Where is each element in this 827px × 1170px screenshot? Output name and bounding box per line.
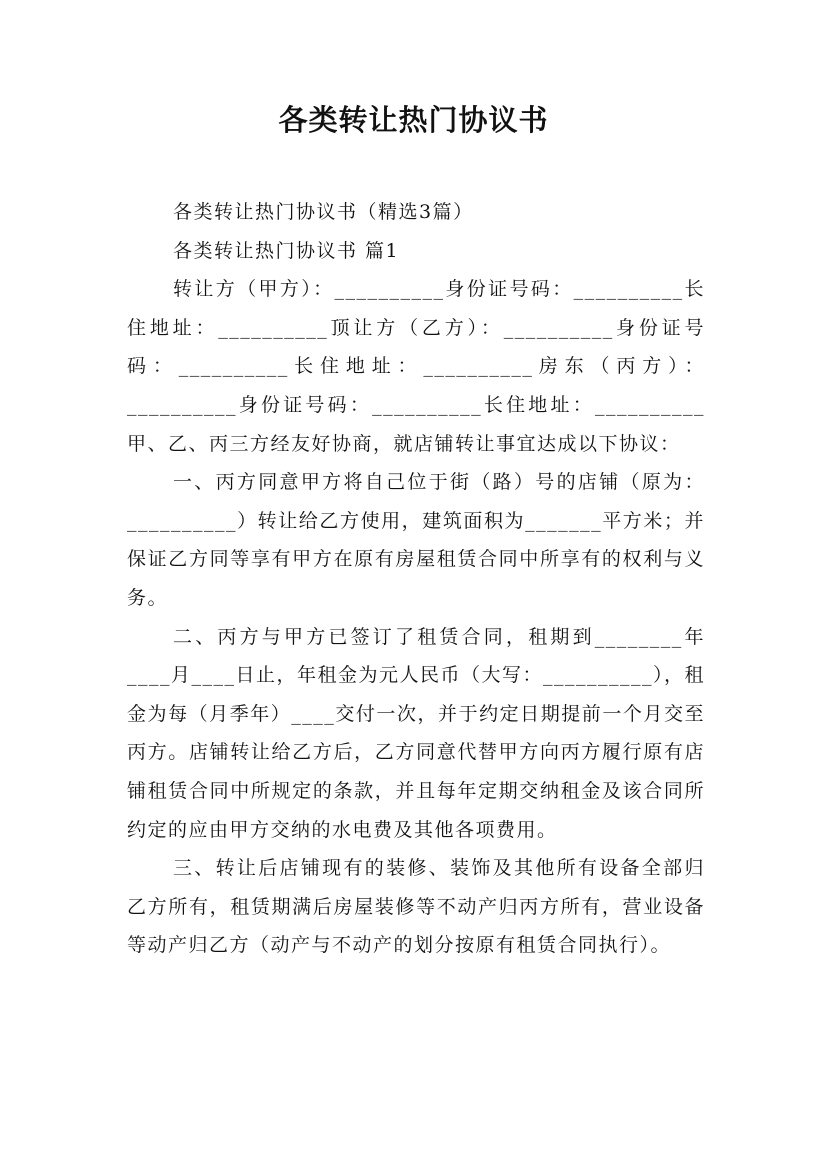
section-heading: 各类转让热门协议书 篇1 [173, 239, 400, 262]
clause-1: 一、丙方同意甲方将自己位于街（路）号的店铺（原为：__________）转让给乙方使用，建筑面积为_______平方米；并保证乙方同等享有甲方在原有房屋租赁合同中所享有的权利与义务。 [127, 471, 705, 609]
clause-2: 二、丙方与甲方已签订了租赁合同，租期到________年____月____日止，年租金为元人民币（大写：__________），租金为每（月季年）____交付一次，并于约定日期提前一个月交至丙方。店铺转让给乙方后，乙方同意代替甲方向丙方履行原有店铺租赁合同中所规定的条款，并且每年定期交纳租金及该合同所约定的应由甲方交纳的水电费及其他各项费用。 [127, 625, 706, 841]
clause-3: 三、转让后店铺现有的装修、装饰及其他所有设备全部归乙方所有，租赁期满后房屋装修等不动产归丙方所有，营业设备等动产归乙方（动产与不动产的划分按原有租赁合同执行）。 [127, 857, 705, 957]
document-title: 各类转让热门协议书 [278, 103, 549, 137]
document-subtitle: 各类转让热门协议书（精选3篇） [173, 201, 474, 223]
parties-paragraph: 转让方（甲方）：__________身份证号码：__________长住地址：__________顶让方（乙方）：__________身份证号码：__________长住地址：__________房东（丙方）：__________身份证号码：__________长住地址：__________甲、乙、丙三方经友好协商，就店铺转让事宜达成以下协议： [127, 278, 705, 455]
document-body [127, 193, 705, 965]
